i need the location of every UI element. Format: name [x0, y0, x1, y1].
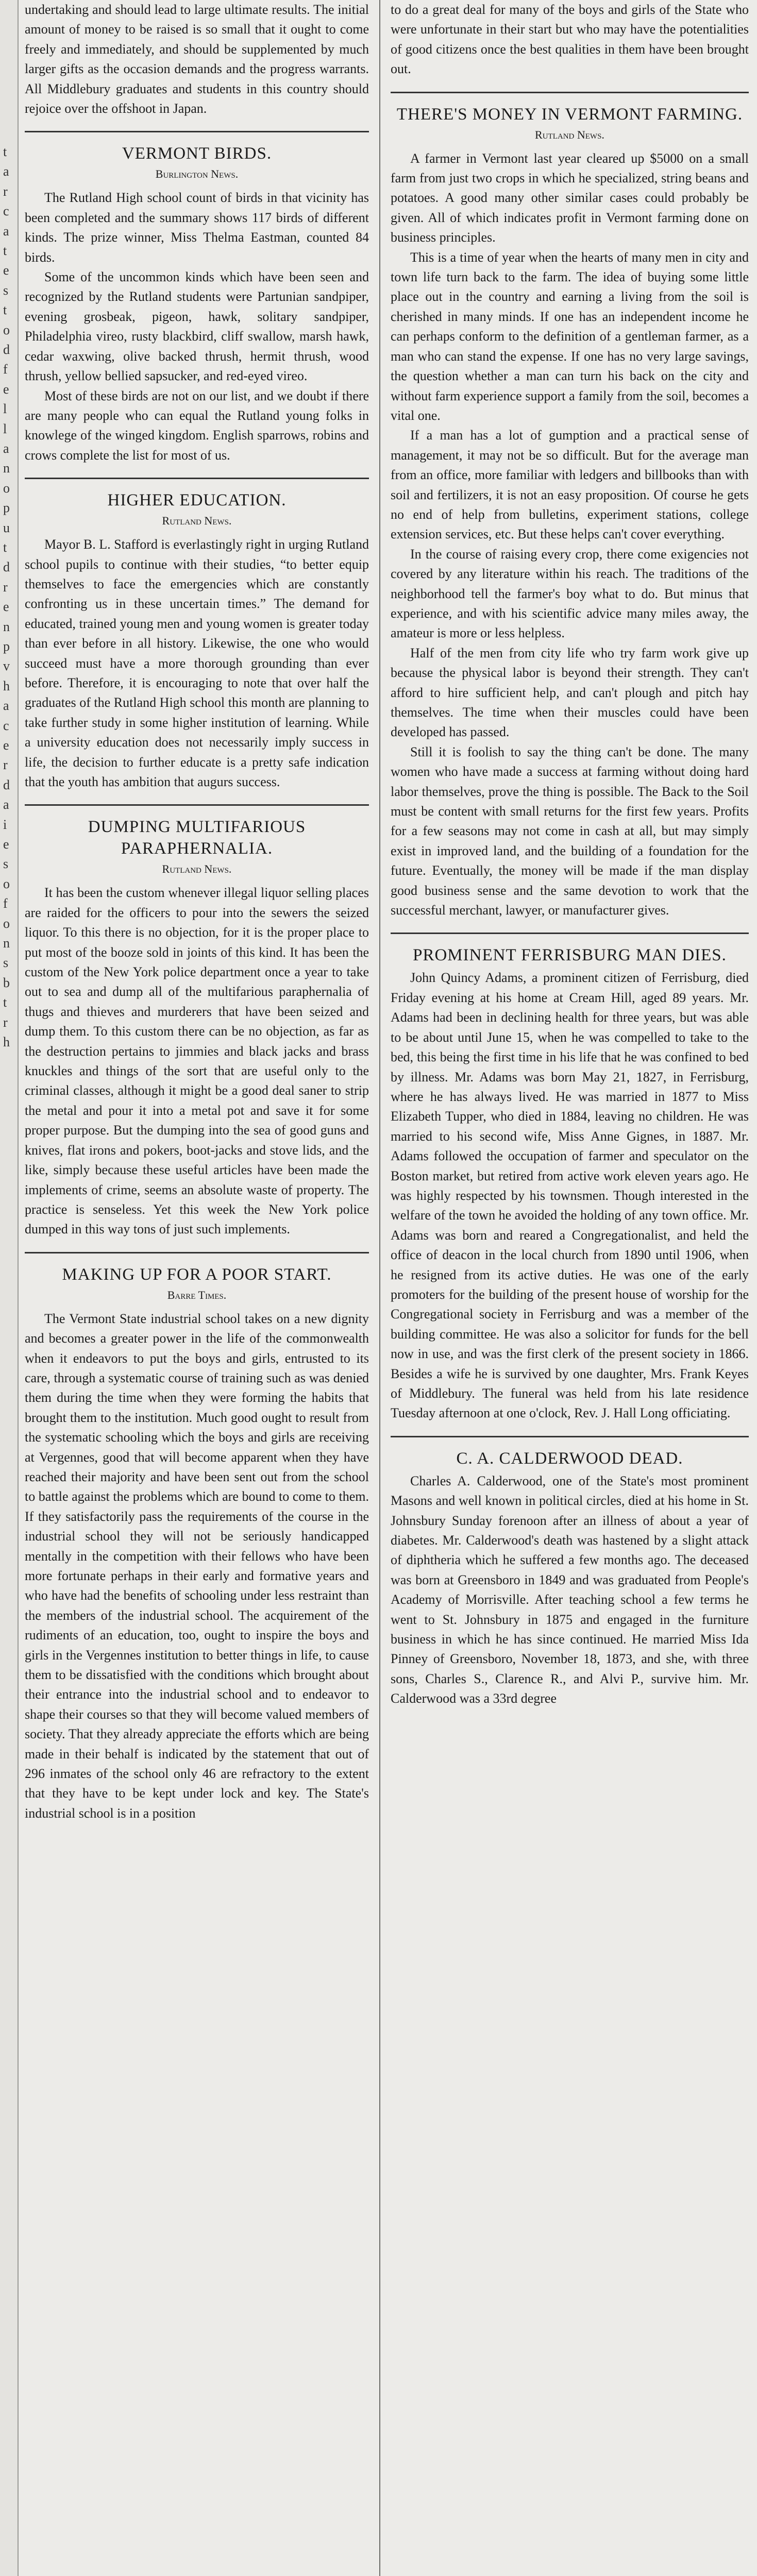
margin-fragment-letter: n	[3, 619, 10, 634]
section-rule	[25, 1252, 369, 1253]
margin-fragment-letter: o	[3, 322, 10, 337]
margin-fragment-letter: i	[3, 817, 7, 832]
margin-fragment-letter: e	[3, 837, 9, 852]
section-rule	[25, 478, 369, 479]
article-headline: PROMINENT FERRISBURG MAN DIES.	[413, 946, 727, 965]
article-dateline: Rutland News.	[162, 514, 232, 528]
margin-fragment-letter: p	[3, 500, 10, 516]
margin-fragment-letter: h	[3, 1035, 10, 1049]
margin-fragment-letter: s	[3, 282, 9, 298]
margin-fragment-letter: c	[3, 718, 9, 733]
section-rule	[25, 131, 369, 132]
margin-fragment-letter: a	[3, 441, 9, 456]
margin-fragment-letter: o	[3, 480, 10, 496]
article-dateline: Rutland News.	[162, 862, 232, 876]
margin-fragment-letter: l	[3, 421, 7, 436]
margin-fragment-letter: d	[3, 560, 10, 575]
margin-fragment-letter: t	[3, 243, 7, 258]
margin-fragment-letter: d	[3, 777, 10, 792]
section-rule	[391, 1436, 749, 1437]
article-dateline: Burlington News.	[155, 167, 239, 181]
margin-fragment-letter: n	[3, 936, 10, 951]
margin-fragment-letter: a	[3, 223, 9, 239]
margin-fragment-letter: f	[3, 362, 8, 377]
margin-fragment-letter: l	[3, 401, 7, 417]
margin-fragment-letter: t	[3, 144, 7, 159]
article	[391, 1436, 749, 1709]
margin-fragment-letter: s	[3, 955, 9, 971]
article-paragraph: John Quincy Adams, a prominent citizen of Ferrisburg, died Friday evening at his home at Cream Hill, aged 89 years. Mr. Adams had been in declining health for three years, but was able to be about until June 15, when he was compelled to take to the bed, this being the first time in his life that he was confined to bed by illness. Mr. Adams was born May 21, 1827, in Ferrisburg, where he has always lived. He was married in 1877 to Miss Elizabeth Tupper, who died in 1884, leaving no children. He was married to his second wife, Miss Anne Gignes, in 1887. Mr. Adams followed the occupation of farmer and speculator on the Boston market, but retired from active work eleven years ago. He was highly respected by his townsmen. Though interested in the welfare of the town he avoided the holding of any town office. Mr. Adams was born and reared a Congregationalist, and held the office of deacon in the local church from 1890 until 1906, when he resigned from its active duties. He was one of the early promoters for the building of the present house of worship for the Congregational society in Ferrisburg and was a member of the building committee. He was also a solicitor for funds for the bell now in use, and was the first clerk of the present society in 1866. Besides a wife he is survived by one daughter, Mrs. Frank Keyes of Middlebury. The funeral was held from his late residence Tuesday afternoon at one o'clock, Rev. J. Hall Long officiating.	[391, 970, 749, 1421]
article	[25, 131, 369, 465]
article-paragraph: Mayor B. L. Stafford is everlastingly right in urging Rutland school pupils to continue with their studies, “to better equip themselves to face the emergencies which are constantly confronting us in these uncertain times.” The demand for educated, trained young men and young women is greater today than ever before in all history. Likewise, the one who would succeed must have a more thorough grounding than ever before. Therefore, it is encouraging to note that over half the graduates of the Rutland High school this month are planning to take further study in some higher institution of learning. While a university education does not necessarily imply success in life, the decision to further educate is a pretty safe indication that the youth has ambition that augurs success.	[25, 537, 369, 789]
margin-fragment-letter: r	[3, 757, 8, 773]
article-paragraph: A farmer in Vermont last year cleared up $5000 on a small farm from just two crops in which he specialized, string beans and potatoes. A good many other similar cases could probably be given. All of which indicates profit in Vermont farming done on business principles.	[391, 150, 749, 245]
margin-fragment-letter: o	[3, 876, 10, 891]
section-rule	[391, 933, 749, 934]
margin-fragment-letter: n	[3, 461, 10, 476]
margin-fragment-letter: r	[3, 1014, 8, 1030]
article-headline: THERE'S MONEY IN VERMONT FARMING.	[396, 105, 743, 124]
article-headline: C. A. CALDERWOOD DEAD.	[456, 1449, 683, 1468]
article-paragraph: This is a time of year when the hearts of many men in city and town life turn back to the farm. The idea of buying some little place out in the country and earning a living from the soil is cherished in many minds. If one has an independent income he can perhaps conform to the definition of a gentleman farmer, as a man who can stand the expense. If one has no very large savings, the question whether a man can turn his back on the city and without farm experience support a family from the soil, becomes a vital one.	[391, 249, 749, 423]
article-paragraph: Still it is foolish to say the thing can't be done. The many women who have made a success at farming without doing hard labor themselves, prove the thing is possible. The Back to the Soil must be content with small returns for the first few years. Profits for a few seasons may not come in cash at all, but may simply exist in improved land, and the building of a foundation for the future. Eventually, the money will be made if the man display good business sense and the same devotion to work that the successful merchant, lawyer, or manufacturer gives.	[391, 744, 749, 918]
margin-fragment-letter: d	[3, 342, 10, 357]
article-paragraph: If a man has a lot of gumption and a practical sense of management, it may not be so difficult. But for the average man from an office, more familiar with ledgers and billbooks than with soil and fertilizers, it is not an easy proposition. Of course he gets no end of help from bulletins, experiment stations, college extension services, etc. But these helps can't cover everything.	[391, 428, 749, 542]
margin-fragment-letter: f	[3, 896, 8, 911]
article-paragraph: The Rutland High school count of birds in that vicinity has been completed and the summary shows 117 birds of different kinds. The prize winner, Miss Thelma Eastman, counted 84 birds.	[25, 190, 369, 265]
article-paragraph: Some of the uncommon kinds which have been seen and recognized by the Rutland students were Partunian sandpiper, evening grosbeak, pigeon, hawk, solitary sandpiper, Philadelphia vireo, rusty blackbird, cliff swallow, marsh hawk, cedar waxwing, olive backed thrush, hermit thrush, wood thrush, yellow bellied sapsucker, and red-eyed vireo.	[25, 269, 369, 384]
article-headline: DUMPING MULTIFARIOUS PARAPHERNALIA.	[88, 818, 306, 858]
article-paragraph: Half of the men from city life who try farm work give up because the physical labor is beyond their strength. They can't afford to hire sufficient help, and can't plough and pitch hay themselves. The time when their muscles could have been developed has passed.	[391, 645, 749, 740]
article-dateline: Rutland News.	[535, 128, 604, 141]
margin-fragment-letter: e	[3, 599, 9, 615]
margin-fragment-letter: c	[3, 204, 9, 219]
margin-fragment-letter: r	[3, 183, 8, 199]
section-rule	[25, 804, 369, 806]
margin-fragment-letter: t	[3, 302, 7, 318]
margin-fragment-letter: a	[3, 797, 9, 812]
margin-fragment-letter: e	[3, 381, 9, 397]
margin-fragment-letter: e	[3, 738, 9, 753]
cropped-margin-column	[0, 0, 19, 2576]
margin-fragment-letter: r	[3, 579, 8, 595]
article-headline: HIGHER EDUCATION.	[107, 491, 287, 510]
article	[391, 92, 749, 921]
article-headline: VERMONT BIRDS.	[122, 144, 272, 163]
article	[25, 478, 369, 792]
article-paragraph: In the course of raising every crop, there come exigencies not covered by any literature within his reach. The traditions of the neighborhood tell the farmer's boy what to do. But minus that experience, and with his scientific advice many miles away, the amateur is more or less helpless.	[391, 546, 749, 641]
article-paragraph: Charles A. Calderwood, one of the State's most prominent Masons and well known in political circles, died at his home in St. Johnsbury Sunday forenoon after an illness of about a year of diabetes. Mr. Calderwood's death was hastened by a slight attack of diphtheria which he suffered a few months ago. The deceased was born at Greensboro in 1849 and was graduated from People's Academy of Morrisville. After teaching school a few terms he went to St. Johnsbury in 1875 and engaged in the furniture business in which he has since continued. He married Miss Ida Pinney of Greensboro, November 18, 1873, and she, with three sons, Charles S., Clarence R., and Alvi P., survive him. Mr. Calderwood was a 33rd degree	[391, 1473, 749, 1706]
margin-fragment-letter: t	[3, 540, 7, 555]
article-paragraph: undertaking and should lead to large ultimate results. The initial amount of money to be raised is so small that it ought to come freely and immediately, and should be supplemented by much larger gifts as the occasion demands and the progress warrants. All Middlebury graduates and students in this country should rejoice over the offshoot in Japan.	[25, 2, 369, 116]
article-paragraph: Most of these birds are not on our list, and we doubt if there are many people who can equal the Rutland young folks in knowlege of the winged kingdom. English sparrows, robins and crows complete the list for most of us.	[25, 388, 369, 463]
article	[25, 1252, 369, 1824]
article-headline: MAKING UP FOR A POOR START.	[62, 1265, 332, 1284]
margin-fragment-letter: e	[3, 263, 9, 278]
column-divider	[379, 0, 380, 2576]
margin-fragment-letter: a	[3, 164, 9, 179]
margin-fragment-letter: p	[3, 639, 10, 654]
right-column	[383, 0, 757, 2576]
article	[25, 804, 369, 1239]
margin-fragment-letter: o	[3, 916, 10, 931]
section-rule	[391, 92, 749, 93]
margin-fragment-letter: u	[3, 520, 10, 535]
margin-fragment-letter: h	[3, 678, 10, 693]
article-continuation	[391, 0, 749, 79]
article-paragraph: It has been the custom whenever illegal liquor selling places are raided for the officers to pour into the sewers the seized liquor. To this there is no objection, for it is the proper place to put most of the booze sold in joints of this kind. It has been the custom of the New York police department once a year to take out to sea and dump all of the multifarious paraphernalia of thugs and thieves and murderers that have been seized and dump them. To this custom there can be no objection, as far as the destruction pertains to jimmies and black jacks and brass knuckles and things of the sort that are useful only to the criminal classes, although it might be a good deal saner to strip the metal and pour it into a metal pot and save it for some proper purpose. But the dumping into the sea of good guns and knives, flat irons and pokers, boot-jacks and stove lids, and the like, simply because these useful articles have been made the implements of crime, seems an absolute waste of property. The practice is senseless. Yet this week the New York police dumped in this way tons of just such implements.	[25, 885, 369, 1237]
margin-fragment-letter: v	[3, 658, 10, 674]
margin-fragment-letter: t	[3, 995, 7, 1010]
article-paragraph: to do a great deal for many of the boys and girls of the State who were unfortunate in their start but who may have the potentialities of good citizens once the best qualities in them have been brought out.	[391, 2, 749, 77]
margin-fragment-letter: s	[3, 856, 9, 872]
article-paragraph: The Vermont State industrial school takes on a new dignity and becomes a greater power in the life of the commonwealth when it endeavors to put the boys and girls, entrusted to its care, through a systematic course of training such as was denied them during the time when they were forming the habits that brought them to the institution. Much good ought to result from the systematic schooling which the boys and girls are receiving at Vergennes, good that will become apparent when they have reached their majority and have been sent out from the school to battle against the problems which are bound to come to them. If they satisfactorily pass the requirements of the course in the industrial school they will not be seriously handicapped mentally in the competition with their fellows who have been more fortunate perhaps in their early and formative years and who have had the benefits of schooling under less restraint than the members of the industrial school. The acquirement of the rudiments of an education, too, ought to inspire the boys and girls in the Vergennes institution to better things in life, to cause them to be dissatisfied with the conditions which brought about their entrance into the industrial school and to endeavor to shape their courses so that they will become valued members of society. That they already appreciate the efforts which are being made in their behalf is indicated by the statement that out of 296 inmates of the school only 46 are refractory to the extent that they have to be kept under lock and key. The State's industrial school is in a position	[25, 1311, 369, 1821]
left-column	[21, 0, 376, 2576]
margin-fragment-letter: b	[3, 975, 10, 990]
margin-fragment-letter: a	[3, 698, 9, 714]
article-continuation	[25, 0, 369, 118]
article	[391, 933, 749, 1423]
article-dateline: Barre Times.	[167, 1288, 227, 1301]
